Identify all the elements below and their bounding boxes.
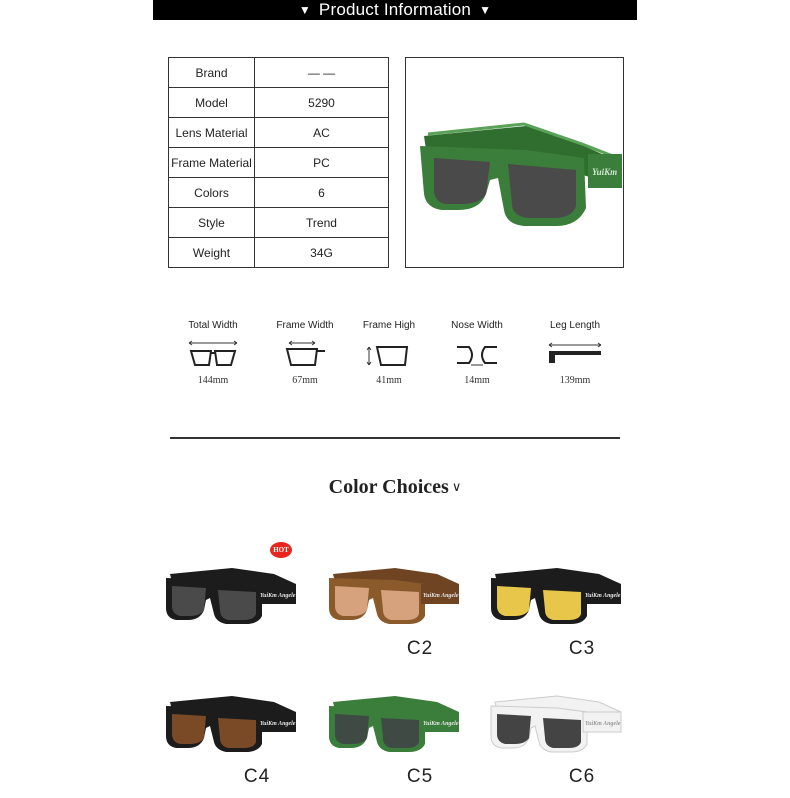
temple-text: YuiKm Angele bbox=[585, 593, 621, 599]
spec-value: — — bbox=[255, 58, 389, 88]
color-choices-heading bbox=[0, 476, 790, 499]
spec-value: 6 bbox=[255, 178, 389, 208]
spec-label: Brand bbox=[169, 58, 255, 88]
color-variant[interactable] bbox=[162, 546, 312, 670]
frame-high-icon bbox=[363, 339, 415, 369]
temple-text: YuiKm Angele bbox=[423, 593, 459, 599]
table-row bbox=[169, 118, 389, 148]
dimension-value: 67mm bbox=[292, 375, 318, 386]
spec-value: PC bbox=[255, 148, 389, 178]
spec-value: 34G bbox=[255, 238, 389, 268]
frame-width-icon bbox=[279, 339, 331, 369]
color-variant[interactable] bbox=[487, 688, 637, 798]
table-row bbox=[169, 88, 389, 118]
spec-value: AC bbox=[255, 118, 389, 148]
color-choices-title: Color Choices bbox=[328, 476, 449, 498]
dimension-value: 41mm bbox=[376, 375, 402, 386]
temple-text: YuiKm Angele bbox=[585, 721, 621, 727]
variant-label: C5 bbox=[406, 766, 434, 787]
dimension-item bbox=[168, 320, 258, 386]
color-variant[interactable] bbox=[162, 688, 312, 798]
sunglasses-image bbox=[487, 560, 627, 630]
dimension-item bbox=[260, 320, 350, 386]
leg-length-icon bbox=[545, 339, 605, 369]
spec-label: Frame Material bbox=[169, 148, 255, 178]
spec-label: Model bbox=[169, 88, 255, 118]
section-banner bbox=[153, 0, 637, 20]
sunglasses-image bbox=[325, 688, 465, 758]
product-photo bbox=[405, 57, 624, 268]
color-variant[interactable] bbox=[325, 560, 475, 670]
dimension-title: Nose Width bbox=[451, 320, 503, 331]
temple-text: YuiKm Angele bbox=[260, 721, 296, 727]
table-row bbox=[169, 208, 389, 238]
variant-label: C2 bbox=[406, 638, 434, 659]
sunglasses-image bbox=[487, 688, 627, 758]
temple-text: YuiKm Angele bbox=[423, 721, 459, 727]
table-row bbox=[169, 58, 389, 88]
temple-text: YuiKm bbox=[592, 167, 618, 177]
dimension-item bbox=[344, 320, 434, 386]
dimension-item bbox=[530, 320, 620, 386]
spec-label: Lens Material bbox=[169, 118, 255, 148]
spec-table bbox=[168, 57, 389, 268]
temple-text: YuiKm Angele bbox=[260, 593, 296, 599]
color-variant[interactable] bbox=[325, 688, 475, 798]
nose-width-icon bbox=[451, 339, 503, 369]
sunglasses-image bbox=[325, 560, 465, 630]
sunglasses-image bbox=[162, 560, 302, 630]
dimension-title: Frame Width bbox=[276, 320, 334, 331]
variant-label: C6 bbox=[568, 766, 596, 787]
down-triangle-icon: ▼ bbox=[479, 3, 492, 17]
table-row bbox=[169, 178, 389, 208]
spec-value: 5290 bbox=[255, 88, 389, 118]
dimension-item bbox=[432, 320, 522, 386]
spec-value: Trend bbox=[255, 208, 389, 238]
table-row bbox=[169, 238, 389, 268]
variant-label: C4 bbox=[243, 766, 271, 787]
chevron-down-icon: ∨ bbox=[451, 480, 462, 495]
spec-label: Style bbox=[169, 208, 255, 238]
dimension-value: 139mm bbox=[559, 375, 591, 386]
dimension-value: 14mm bbox=[464, 375, 490, 386]
variant-label: C3 bbox=[568, 638, 596, 659]
spec-label: Weight bbox=[169, 238, 255, 268]
spec-label: Colors bbox=[169, 178, 255, 208]
banner-title: Product Information bbox=[318, 0, 472, 19]
dimension-title: Frame High bbox=[362, 320, 416, 331]
table-row bbox=[169, 148, 389, 178]
dimension-title: Leg Length bbox=[549, 320, 601, 331]
section-divider bbox=[170, 437, 620, 439]
dimensions-row bbox=[168, 320, 628, 400]
sunglasses-image bbox=[162, 688, 302, 758]
down-triangle-icon: ▼ bbox=[298, 3, 311, 17]
hot-badge: HOT bbox=[270, 542, 292, 558]
green-sunglasses-image bbox=[406, 58, 623, 267]
total-width-icon bbox=[187, 339, 239, 369]
dimension-value: 144mm bbox=[197, 375, 229, 386]
color-variant[interactable] bbox=[487, 560, 637, 670]
dimension-title: Total Width bbox=[188, 320, 238, 331]
